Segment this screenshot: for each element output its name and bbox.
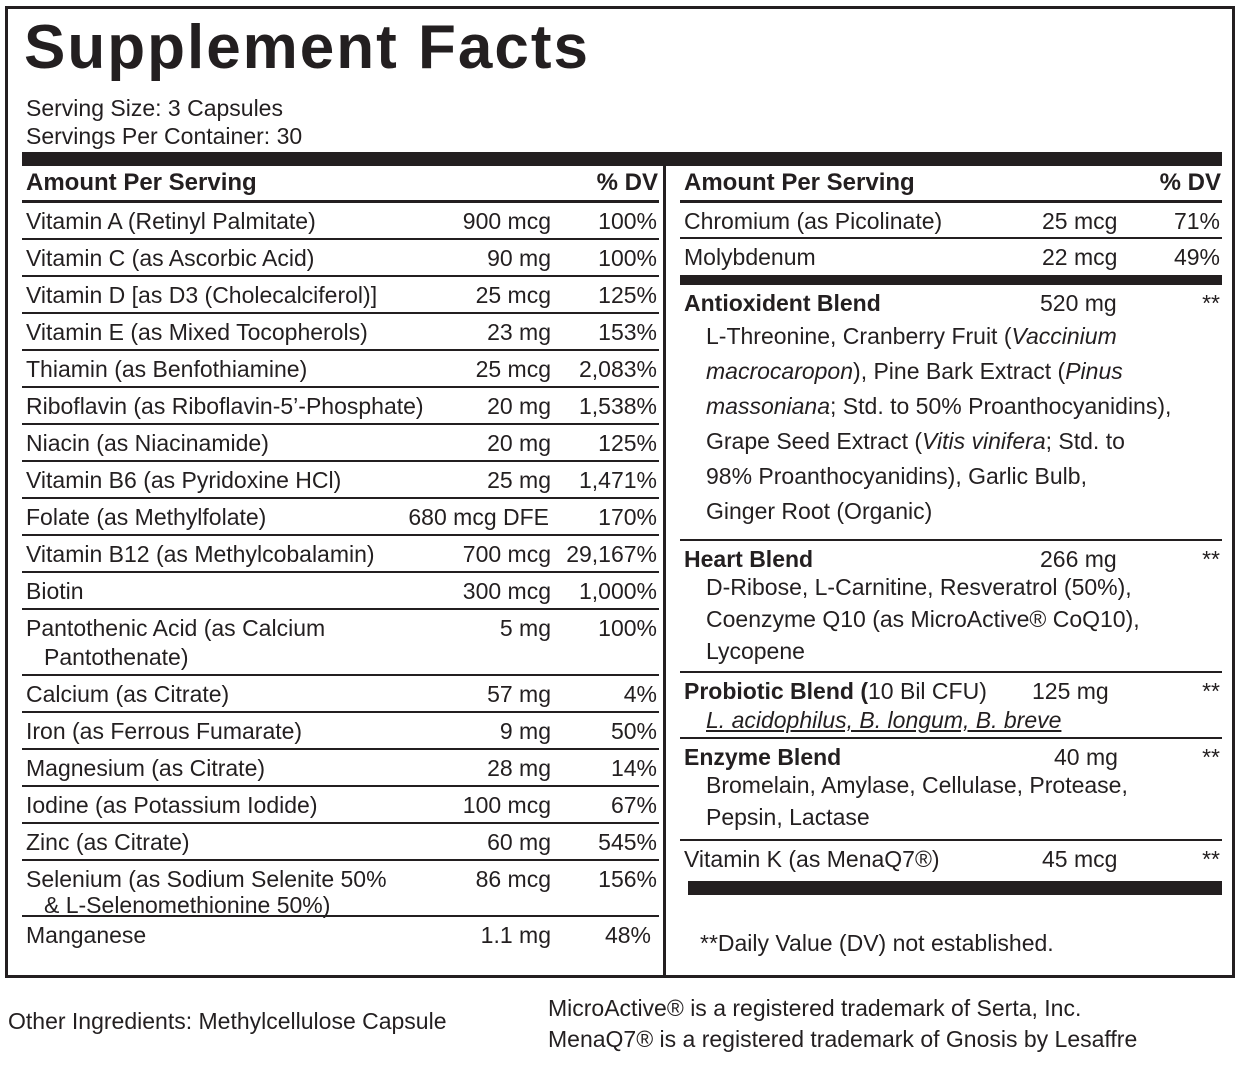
nutrient-row [22, 425, 659, 462]
blend-amount: 266 mg [1040, 546, 1117, 572]
nutrient-amount: 20 mg [487, 430, 551, 456]
blend-dv: ** [1202, 678, 1220, 704]
vitamin-k-row [684, 841, 1222, 895]
blend-dv: ** [1202, 290, 1220, 316]
blend-line: Bromelain, Amylase, Cellulase, Protease, [706, 772, 1128, 798]
nutrient-name: Pantothenic Acid (as Calcium [26, 615, 326, 641]
nutrient-list [22, 203, 659, 964]
probiotic-blend [680, 673, 1222, 739]
nutrient-dv: 153% [598, 319, 657, 345]
nutrient-dv: 1,000% [578, 578, 657, 604]
nutrient-row [22, 824, 659, 861]
nutrient-row [22, 351, 659, 388]
blend-line: L-Threonine, Cranberry Fruit (Vaccinium [706, 323, 1117, 349]
nutrient-name-cont: Pantothenate) [44, 644, 189, 670]
blend-ingredients [706, 319, 1171, 529]
panel-title: Supplement Facts [24, 13, 590, 82]
blend-amount: 40 mg [1054, 744, 1118, 770]
blend-line: massoniana; Std. to 50% Proanthocyanidins), [706, 393, 1172, 419]
nutrient-name: Manganese [26, 922, 147, 948]
nutrient-row [22, 917, 659, 964]
nutrient-amount: 900 mcg [462, 208, 551, 234]
nutrient-name: Selenium (as Sodium Selenite 50% [26, 866, 387, 892]
nutrient-dv: 545% [598, 829, 657, 855]
heart-blend [680, 541, 1222, 673]
nutrient-amount: 1.1 mg [480, 922, 551, 948]
blend-ingredients [706, 571, 1140, 667]
nutrient-dv: 100% [598, 245, 657, 271]
nutrient-dv: 125% [598, 282, 657, 308]
nutrient-dv: 100% [598, 208, 657, 234]
nutrient-amount: 9 mg [499, 718, 551, 744]
nutrient-dv: 67% [610, 792, 657, 818]
blend-name-bold: Probiotic Blend ( [684, 678, 868, 704]
nutrient-amount: 86 mcg [475, 866, 551, 892]
column-header [22, 166, 659, 203]
blend-line: 98% Proanthocyanidins), Garlic Bulb, [706, 463, 1087, 489]
nutrient-name: Thiamin (as Benfothiamine) [26, 356, 308, 382]
nutrient-row [22, 203, 659, 240]
nutrient-amount: 25 mcg [475, 356, 551, 382]
nutrient-dv: 2,083% [578, 356, 657, 382]
nutrient-dv: 49% [1173, 244, 1220, 270]
nutrient-name: Vitamin B12 (as Methylcobalamin) [26, 541, 375, 567]
nutrient-name: Magnesium (as Citrate) [26, 755, 266, 781]
nutrient-dv: ** [1202, 846, 1220, 872]
trademark-menaq7: MenaQ7® is a registered trademark of Gnosis by Lesaffre [548, 1026, 1138, 1052]
nutrient-row [22, 750, 659, 787]
nutrient-name: Calcium (as Citrate) [26, 681, 230, 707]
blend-name: Heart Blend [684, 546, 814, 572]
nutrient-dv: 71% [1173, 208, 1220, 234]
nutrient-amount: 100 mcg [462, 792, 551, 818]
blend-line: macrocaropon), Pine Bark Extract (Pinus [706, 358, 1123, 384]
antioxident-blend [680, 285, 1222, 541]
left-column [22, 166, 659, 964]
blend-name: Enzyme Blend [684, 744, 842, 770]
nutrient-row [22, 536, 659, 573]
nutrient-name: Riboflavin (as Riboflavin-5’-Phosphate) [26, 393, 424, 419]
nutrient-name: Zinc (as Citrate) [26, 829, 190, 855]
nutrient-name: Molybdenum [684, 244, 816, 270]
thick-rule [22, 152, 1222, 166]
nutrient-dv: 156% [598, 866, 657, 892]
nutrient-row [22, 314, 659, 351]
nutrient-amount: 700 mcg [462, 541, 551, 567]
nutrient-name: Niacin (as Niacinamide) [26, 430, 269, 456]
nutrient-amount: 25 mcg [475, 282, 551, 308]
nutrient-name: Folate (as Methylfolate) [26, 504, 267, 530]
nutrient-row [680, 203, 1222, 239]
dv-heading: % DV [1159, 169, 1221, 196]
nutrient-amount: 23 mg [487, 319, 551, 345]
nutrient-dv: 1,471% [578, 467, 657, 493]
nutrient-row [22, 787, 659, 824]
nutrient-name-cont: & L-Selenomethionine 50%) [44, 892, 331, 918]
other-ingredients: Other Ingredients: Methylcellulose Capsule [8, 1008, 447, 1034]
blend-line: Lycopene [706, 638, 805, 664]
blend-name [684, 678, 987, 705]
nutrient-name: Vitamin E (as Mixed Tocopherols) [26, 319, 368, 345]
nutrient-name: Iron (as Ferrous Fumarate) [26, 718, 303, 744]
blend-amount: 520 mg [1040, 290, 1117, 316]
dv-footnote: **Daily Value (DV) not established. [700, 930, 1054, 956]
nutrient-amount: 5 mg [499, 615, 551, 641]
blend-dv: ** [1202, 546, 1220, 572]
serving-size: Serving Size: 3 Capsules [26, 95, 283, 121]
nutrient-dv: 170% [598, 504, 657, 530]
nutrient-name: Vitamin A (Retinyl Palmitate) [26, 208, 316, 234]
amount-per-serving-heading: Amount Per Serving [26, 169, 257, 196]
nutrient-dv: 1,538% [578, 393, 657, 419]
blend-line: Ginger Root (Organic) [706, 498, 933, 524]
nutrient-row [22, 610, 659, 676]
nutrient-amount: 45 mcg [1042, 846, 1118, 872]
nutrient-row [22, 861, 659, 917]
nutrient-name: Chromium (as Picolinate) [684, 208, 943, 234]
nutrient-amount: 300 mcg [462, 578, 551, 604]
blend-cfu: 10 Bil CFU) [868, 678, 987, 704]
nutrient-row [22, 462, 659, 499]
nutrient-amount: 90 mg [487, 245, 551, 271]
nutrient-name: Vitamin B6 (as Pyridoxine HCl) [26, 467, 342, 493]
amount-per-serving-heading: Amount Per Serving [684, 169, 915, 196]
blend-amount: 125 mg [1032, 678, 1109, 704]
trademark-microactive: MicroActive® is a registered trademark of Serta, Inc. [548, 995, 1082, 1021]
blend-line: Pepsin, Lactase [706, 804, 870, 830]
blend-line: Grape Seed Extract (Vitis vinifera; Std. to [706, 428, 1125, 454]
column-divider [663, 166, 666, 978]
nutrient-amount: 20 mg [487, 393, 551, 419]
nutrient-amount: 25 mcg [1042, 208, 1118, 234]
nutrient-row [22, 277, 659, 314]
blend-ingredients: L. acidophilus, B. longum, B. breve [706, 707, 1062, 733]
nutrient-dv: 48% [604, 922, 651, 948]
nutrient-row [680, 239, 1222, 285]
nutrient-amount: 680 mcg DFE [408, 504, 549, 530]
nutrient-dv: 100% [598, 615, 657, 641]
nutrient-name: Vitamin C (as Ascorbic Acid) [26, 245, 315, 271]
nutrient-row [22, 499, 659, 536]
nutrient-amount: 28 mg [487, 755, 551, 781]
nutrient-amount: 60 mg [487, 829, 551, 855]
nutrient-amount: 57 mg [487, 681, 551, 707]
nutrient-name: Vitamin D [as D3 (Cholecalciferol)] [26, 282, 378, 308]
right-column [680, 166, 1222, 956]
nutrient-name: Iodine (as Potassium Iodide) [26, 792, 318, 818]
nutrient-row [22, 240, 659, 277]
nutrient-dv: 29,167% [566, 541, 657, 567]
blend-name: Antioxident Blend [684, 290, 881, 316]
nutrient-dv: 125% [598, 430, 657, 456]
nutrient-row [22, 713, 659, 750]
servings-per-container: Servings Per Container: 30 [26, 123, 303, 149]
blend-dv: ** [1202, 744, 1220, 770]
nutrient-row [22, 676, 659, 713]
nutrient-name: Vitamin K (as MenaQ7®) [684, 846, 940, 872]
nutrient-row [22, 388, 659, 425]
nutrient-name: Biotin [26, 578, 84, 604]
nutrient-dv: 4% [623, 681, 657, 707]
nutrient-amount: 22 mcg [1042, 244, 1118, 270]
blend-line: Coenzyme Q10 (as MicroActive® CoQ10), [706, 606, 1140, 632]
column-header [680, 166, 1222, 203]
nutrient-amount: 25 mg [487, 467, 551, 493]
dv-heading: % DV [596, 169, 658, 196]
nutrient-dv: 14% [610, 755, 657, 781]
supplement-facts-panel [5, 6, 1235, 978]
nutrient-row [22, 573, 659, 610]
nutrient-dv: 50% [610, 718, 657, 744]
blend-ingredients [706, 769, 1128, 833]
enzyme-blend [680, 739, 1222, 841]
blend-line: D-Ribose, L-Carnitine, Resveratrol (50%), [706, 574, 1132, 600]
